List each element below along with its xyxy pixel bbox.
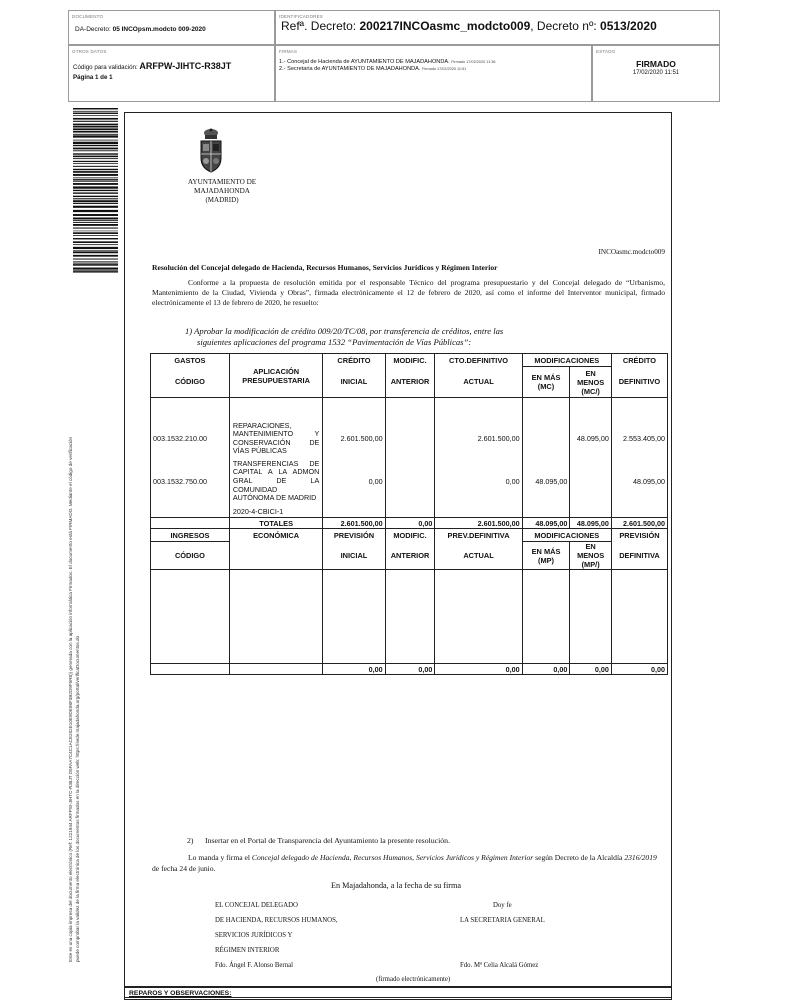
- firma-2: 2.- Secretaria de AYUNTAMIENTO DE MAJADAHONDA. Firmado 17/02/2020 11:51: [279, 66, 467, 72]
- row1-anterior: [385, 420, 435, 458]
- otros-datos-box: [68, 45, 275, 102]
- col-en-menos: EN MENOS (MC/): [570, 367, 612, 398]
- barcode-stripe: [73, 186, 118, 188]
- decreto-prefix: , Decreto nº:: [530, 19, 597, 33]
- ref-value: 200217INCOasmc_modcto009: [359, 19, 531, 33]
- table-row: [151, 458, 668, 505]
- row2-mas: 48.095,00: [522, 458, 570, 505]
- barcode-stripe: [73, 128, 118, 130]
- sig-center: (firmado electrónicamente): [376, 976, 451, 983]
- barcode-stripe: [73, 220, 118, 221]
- manda-title: Concejal delegado de Hacienda, Recursos Humanos, Servicios Jurídicos y Régimen Interior: [251, 853, 534, 862]
- col-ing-modificaciones: MODIFICACIONES: [522, 529, 611, 542]
- barcode-stripe: [73, 259, 118, 260]
- col-ing-en-menos: EN MENOS (MP/): [570, 542, 612, 570]
- estado-date: 17/02/2020 11:51: [632, 70, 680, 76]
- barcode-stripe: [73, 235, 118, 236]
- note-row: [151, 505, 668, 518]
- barcode-stripe: [73, 171, 118, 173]
- firmas-box: [275, 45, 592, 102]
- table-row: [151, 420, 668, 458]
- col-ing-codigo: CÓDIGO: [151, 542, 230, 570]
- barcode-stripe: [73, 111, 118, 112]
- row2-menos: [570, 458, 612, 505]
- barcode-stripe: [73, 247, 118, 249]
- barcode-stripe: [73, 222, 118, 223]
- total-actual: 2.601.500,00: [435, 518, 522, 529]
- total-definitivo: 2.601.500,00: [611, 518, 667, 529]
- documento-prefix: DA-Decreto:: [75, 26, 111, 33]
- barcode-stripe: [73, 231, 118, 232]
- sig-right-1: Doy fe: [493, 902, 512, 909]
- ing-total-definitiva: 0,00: [611, 664, 667, 675]
- barcode-stripe: [73, 142, 118, 144]
- barcode-icon: [73, 108, 118, 273]
- total-anterior: 0,00: [385, 518, 435, 529]
- barcode-stripe: [73, 177, 118, 178]
- col-ingresos: INGRESOS: [151, 529, 230, 542]
- documento-label: DOCUMENTO: [72, 14, 104, 19]
- barcode-stripe: [73, 124, 118, 126]
- documento-id: 05 INCOpsm.modcto 009-2020: [112, 26, 206, 33]
- codigo-validacion: [73, 61, 231, 83]
- barcode-stripe: [73, 108, 118, 109]
- intro-paragraph: Conforme a la propuesta de resolución emitida por el responsable Técnico del programa presupuestario y del Concejal delegado de “Urbanismo, Mantenimiento de la Ciudad, Vivienda y Obras”, firmada electrónicamente el 12 de febrero de 2020, así como el informe del Interventor municipal, firmado electrónicamente el 13 de febrero de 2020, he resuelto:: [152, 278, 665, 308]
- row2-aplicacion: TRANSFERENCIAS DE CAPITAL A LA ADMON GRAL DE LA COMUNIDAD AUTÓNOMA DE MADRID: [229, 458, 322, 505]
- barcode-stripe: [73, 161, 118, 162]
- barcode-stripe: [73, 198, 118, 199]
- col-en-mas: EN MÁS (MC): [522, 367, 570, 398]
- item-2: [187, 836, 450, 845]
- documento-box: [68, 10, 275, 45]
- barcode-stripe: [73, 156, 118, 158]
- barcode-stripe: [73, 150, 118, 151]
- ref-prefix: Refª. Decreto:: [281, 19, 357, 33]
- firmas-label: FIRMAS: [279, 49, 298, 54]
- firma-1: 1.- Concejal de Hacienda de AYUNTAMIENTO DE MAJADAHONDA. Firmado 17/02/2020 11:36: [279, 59, 496, 65]
- col-prevision: PREVISIÓN: [323, 529, 385, 542]
- item-2-number: 2): [187, 836, 194, 845]
- col-credito-2: CRÉDITO: [611, 354, 667, 367]
- barcode-stripe: [73, 166, 118, 167]
- resolution-title: Resolución del Concejal delegado de Hacienda, Recursos Humanos, Servicios Jurídicos y Régimen Interior: [152, 263, 498, 272]
- col-modific: MODIFIC.: [385, 354, 435, 367]
- ing-total-actual: 0,00: [435, 664, 522, 675]
- col-ing-en-mas: EN MÁS (MP): [522, 542, 570, 570]
- col-economica: ECONÓMICA: [229, 529, 322, 542]
- otros-label: OTROS DATOS: [72, 49, 107, 54]
- col-ing-inicial: INICIAL: [323, 542, 385, 570]
- decreto-value: 0513/2020: [600, 19, 657, 33]
- barcode-stripe: [73, 196, 118, 197]
- ing-total-inicial: 0,00: [323, 664, 385, 675]
- barcode-stripe: [73, 255, 118, 257]
- col-prevision-2: PREVISIÓN: [611, 529, 667, 542]
- col-modificaciones: MODIFICACIONES: [522, 354, 611, 367]
- row2-definitivo: 48.095,00: [611, 458, 667, 505]
- barcode-stripe: [73, 118, 118, 120]
- identificadores-label: IDENTIFICADORES: [279, 14, 324, 19]
- ing-total-anterior: 0,00: [385, 664, 435, 675]
- estado-value: FIRMADO: [636, 59, 676, 69]
- sig-right-3: Fdo. Mª Celia Alcalá Gómez: [460, 962, 539, 969]
- barcode-stripe: [73, 203, 118, 204]
- reparos-label: REPAROS Y OBSERVACIONES:: [129, 990, 232, 997]
- barcode-stripe: [73, 190, 118, 191]
- col-inicial: INICIAL: [323, 367, 385, 398]
- barcode-stripe: [73, 131, 118, 133]
- codigo-prefix: Código para validación:: [73, 64, 138, 71]
- row2-actual: 0,00: [435, 458, 522, 505]
- barcode-stripe: [73, 192, 118, 193]
- barcode-stripe: [73, 181, 118, 182]
- sig-right-2: LA SECRETARIA GENERAL: [460, 917, 545, 924]
- barcode-stripe: [73, 148, 118, 150]
- ing-total-mas: 0,00: [522, 664, 570, 675]
- col-actual: ACTUAL: [435, 367, 522, 398]
- manda-post: de fecha 24 de junio.: [152, 863, 216, 873]
- barcode-stripe: [73, 268, 118, 270]
- gastos-header-row-2: [151, 367, 668, 398]
- barcode-stripe: [73, 163, 118, 164]
- row1-menos: 48.095,00: [570, 420, 612, 458]
- col-ing-modific: MODIFIC.: [385, 529, 435, 542]
- barcode-stripe: [73, 135, 118, 137]
- manda-mid: según Decreto de la Alcaldía: [533, 853, 625, 862]
- row1-codigo: 003.1532.210.00: [151, 420, 230, 458]
- barcode-stripe: [73, 174, 118, 176]
- barcode-stripe: [73, 183, 118, 185]
- extra-note: 2020-4-CBICI-1: [229, 505, 322, 518]
- estado-label: ESTADO: [596, 49, 616, 54]
- col-aplicacion: APLICACIÓN PRESUPUESTARIA: [229, 354, 322, 398]
- ref-decreto: [281, 19, 657, 33]
- barcode-stripe: [73, 121, 118, 122]
- municipality-name: [178, 178, 266, 205]
- sig-left-4: RÉGIMEN INTERIOR: [215, 947, 280, 954]
- sig-left-3: SERVICIOS JURÍDICOS Y: [215, 932, 293, 939]
- barcode-stripe: [73, 126, 118, 127]
- col-ing-definitiva: DEFINITIVA: [611, 542, 667, 570]
- municipality-line1: AYUNTAMIENTO DE: [187, 178, 257, 186]
- barcode-stripe: [73, 200, 118, 202]
- barcode-stripe: [73, 241, 118, 243]
- row1-actual: 2.601.500,00: [435, 420, 522, 458]
- item-1-line1: 1) Aprobar la modificación de crédito 009/20/TC/08, por transferencia de créditos, entre las: [185, 326, 504, 336]
- barcode-stripe: [73, 169, 118, 170]
- col-cto-definitivo: CTO.DEFINITIVO: [435, 354, 522, 367]
- barcode-stripe: [73, 232, 118, 234]
- barcode-stripe: [73, 264, 118, 266]
- barcode-stripe: [73, 140, 118, 141]
- gastos-totals-row: [151, 518, 668, 529]
- row1-mas: [522, 420, 570, 458]
- total-menos: 48.095,00: [570, 518, 612, 529]
- pagina: Página 1 de 1: [73, 74, 113, 81]
- gastos-header-row-1: [151, 354, 668, 367]
- row2-anterior: [385, 458, 435, 505]
- budget-table: [150, 353, 668, 675]
- barcode-stripe: [73, 113, 118, 114]
- row1-inicial: 2.601.500,00: [323, 420, 385, 458]
- reference-code: INCOasmc.modcto009: [598, 248, 665, 256]
- row2-codigo: 003.1532.750.00: [151, 458, 230, 505]
- col-prev-definitiva: PREV.DEFINITIVA: [435, 529, 522, 542]
- row1-aplicacion: REPARACIONES, MANTENIMIENTO Y CONSERVACIÓN DE VÍAS PÚBLICAS: [229, 420, 322, 458]
- total-mas: 48.095,00: [522, 518, 570, 529]
- col-ing-actual: ACTUAL: [435, 542, 522, 570]
- sig-left-2: DE HACIENDA, RECURSOS HUMANOS,: [215, 917, 338, 924]
- sig-left-1: EL CONCEJAL DELEGADO: [215, 902, 298, 909]
- col-credito: CRÉDITO: [323, 354, 385, 367]
- barcode-stripe: [73, 228, 118, 229]
- col-anterior: ANTERIOR: [385, 367, 435, 398]
- manda-decree: 2316/2019: [624, 853, 657, 862]
- estado-box: [592, 45, 720, 102]
- barcode-stripe: [73, 214, 118, 216]
- barcode-stripe: [73, 210, 118, 212]
- barcode-stripe: [73, 251, 118, 253]
- barcode-stripe: [73, 261, 118, 262]
- barcode-stripe: [73, 238, 118, 239]
- barcode-stripe: [73, 244, 118, 245]
- side-text-line2: puede comprobar la validez de la firma electrónica de los documentos firmados en la dirección web: https://sede.majadahonda.org/portal/verificaDocumentos.do: [74, 635, 80, 962]
- item-2-text: Insertar en el Portal de Transparencia del Ayuntamiento la presente resolución.: [205, 836, 451, 845]
- ingresos-empty-row: [151, 570, 668, 664]
- barcode-stripe: [73, 158, 118, 159]
- item-1: [185, 326, 665, 348]
- ingresos-totals-row: [151, 664, 668, 675]
- row2-inicial: 0,00: [323, 458, 385, 505]
- total-inicial: 2.601.500,00: [323, 518, 385, 529]
- reparos-box: [124, 986, 672, 998]
- ingresos-header-row-1: [151, 529, 668, 542]
- barcode-stripe: [73, 145, 118, 146]
- ing-total-menos: 0,00: [570, 664, 612, 675]
- totals-label: TOTALES: [229, 518, 322, 529]
- col-codigo: CÓDIGO: [151, 367, 230, 398]
- manda-pre: Lo manda y firma el: [188, 853, 252, 862]
- barcode-stripe: [73, 134, 118, 135]
- ingresos-header-row-2: [151, 542, 668, 570]
- codigo-value[interactable]: ARFPW-JIHTC-R38JT: [139, 61, 232, 71]
- sig-left-5: Fdo. Ángel F. Alonso Bernal: [215, 962, 293, 969]
- col-definitivo: DEFINITIVO: [611, 367, 667, 398]
- barcode-stripe: [73, 250, 118, 251]
- identificadores-box: [275, 10, 720, 45]
- signing-paragraph: [152, 853, 665, 874]
- coat-of-arms-icon: [196, 126, 226, 174]
- municipality-line3: (MADRID): [205, 196, 239, 204]
- barcode-stripe: [73, 115, 118, 116]
- barcode-stripe: [73, 224, 118, 226]
- municipality-line2: MAJADAHONDA: [194, 187, 250, 195]
- col-ing-anterior: ANTERIOR: [385, 542, 435, 570]
- barcode-stripe: [73, 153, 118, 154]
- date-line: En Majadahonda, a la fecha de su firma: [330, 881, 462, 890]
- documento-value: [75, 26, 206, 33]
- barcode-stripe: [73, 217, 118, 219]
- gastos-spacer-row: [151, 398, 668, 420]
- side-text-line1: Este es una copia impresa del documento electrónico (Ref: 1221944 ARFPW-JIHTC-R38JT D5FAA7C4C1ACE202E10E9DE98F3B2D9F5R8)) generada con la aplicación informática Firmadoc. El documento está FIRMADO. Mediante el código de verificación: [68, 436, 73, 962]
- verification-side-text: [68, 272, 81, 962]
- barcode-stripe: [73, 179, 118, 180]
- row1-definitivo: 2.553.405,00: [611, 420, 667, 458]
- firmas-list: [279, 59, 496, 73]
- col-gastos: GASTOS: [151, 354, 230, 367]
- item-1-line2: siguientes aplicaciones del programa 1532 “Pavimentación de Vías Públicas”:: [197, 337, 472, 347]
- barcode-stripe: [73, 206, 118, 208]
- barcode-stripe: [73, 263, 118, 264]
